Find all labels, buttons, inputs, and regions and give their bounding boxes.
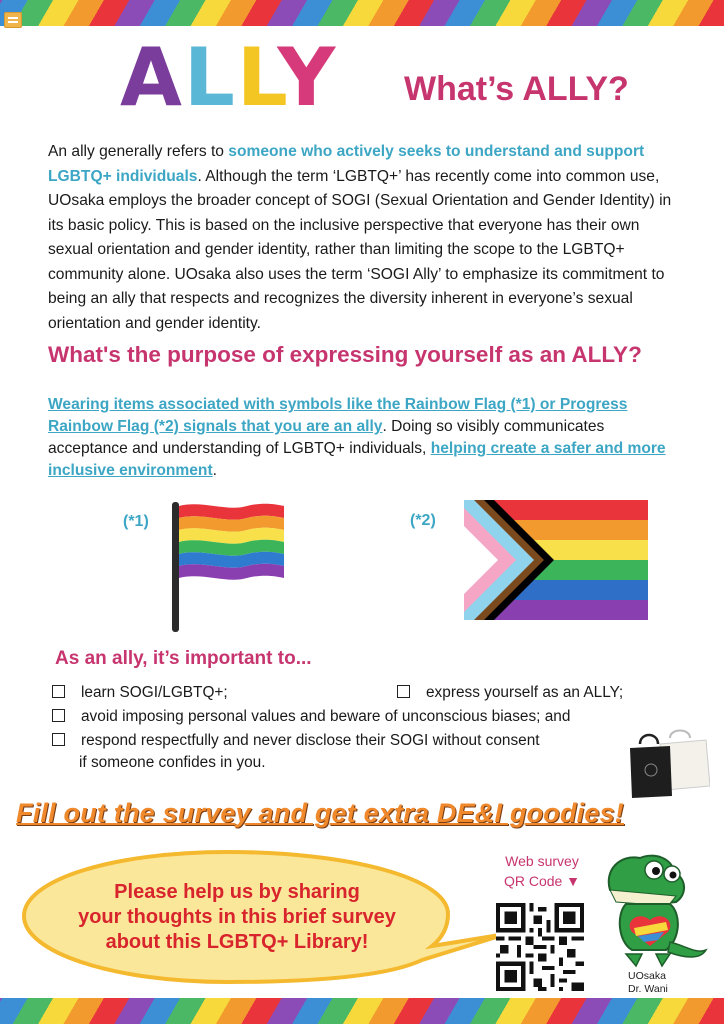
purpose-heading: What's the purpose of expressing yourself as an ALLY? bbox=[48, 342, 642, 367]
comment-icon[interactable] bbox=[4, 12, 22, 28]
rainbow-flag-label: (*1) bbox=[123, 513, 149, 530]
checklist-item[interactable] bbox=[52, 707, 570, 727]
purpose-link-environment[interactable]: helping create a safer and more inclusive environment bbox=[48, 440, 666, 479]
web-survey-text: Web survey bbox=[505, 853, 579, 869]
qr-code-text: QR Code ▼ bbox=[503, 873, 581, 889]
checklist-label: avoid imposing personal values and beware of unconscious biases; and bbox=[81, 708, 571, 725]
web-survey-label bbox=[494, 851, 590, 891]
checklist-item[interactable] bbox=[52, 683, 228, 703]
page-title: What’s ALLY? bbox=[404, 70, 629, 108]
survey-request-line: Please help us by sharing bbox=[114, 881, 360, 903]
progress-flag-icon bbox=[464, 500, 648, 620]
checklist-item[interactable] bbox=[52, 731, 540, 751]
survey-request bbox=[32, 880, 442, 955]
purpose-text-end: . bbox=[212, 462, 217, 479]
purpose-paragraph bbox=[48, 394, 688, 482]
mascot-caption-line: UOsaka bbox=[628, 970, 666, 982]
logo-letter: A bbox=[120, 31, 184, 124]
checklist-label: express yourself as an ALLY; bbox=[426, 684, 624, 701]
checklist-label: learn SOGI/LGBTQ+; bbox=[81, 684, 228, 701]
checklist-continuation: if someone confides in you. bbox=[79, 754, 266, 771]
logo-letter: L bbox=[183, 31, 237, 124]
rainbow-stripe-top bbox=[0, 0, 724, 26]
purpose-text: . Doing so visibly communicates acceptance and understanding of LGBTQ+ individuals, bbox=[48, 418, 605, 457]
intro-highlight: someone who actively seeks to understand and support LGBTQ+ individuals bbox=[48, 143, 645, 185]
checkbox-icon[interactable] bbox=[52, 733, 65, 746]
ally-logo bbox=[120, 31, 338, 124]
survey-request-line: about this LGBTQ+ Library! bbox=[105, 931, 369, 953]
important-heading: As an ally, it’s important to... bbox=[55, 648, 312, 669]
intro-text: An ally generally refers to bbox=[48, 143, 229, 160]
rainbow-flag-icon bbox=[172, 500, 287, 632]
dr-wani-mascot-icon bbox=[596, 850, 708, 970]
checkbox-icon[interactable] bbox=[52, 685, 65, 698]
qr-code-icon[interactable] bbox=[496, 903, 584, 991]
intro-paragraph bbox=[48, 140, 684, 336]
progress-flag-label: (*2) bbox=[410, 512, 436, 529]
checkbox-icon[interactable] bbox=[397, 685, 410, 698]
survey-banner: Fill out the survey and get extra DE&I goodies! bbox=[16, 798, 625, 828]
checklist-item[interactable] bbox=[397, 683, 623, 703]
intro-text-rest: . Although the term ‘LGBTQ+’ has recently come into common use, UOsaka employs the broader concept of SOGI (Sexual Orientation and Gender Identity) in its basic policy. This is based on the inclusive perspective that everyone has their own sexual orientation and gender identity, rather than limiting the scope to the LGBTQ+ community alone. UOsaka also uses the term ‘SOGI Ally’ to emphasize its commitment to being an ally that respects and recognizes the diversity inherent in everyone’s sexual orientation and gender identity. bbox=[48, 167, 672, 332]
checklist-label: respond respectfully and never disclose their SOGI without consent bbox=[81, 732, 540, 749]
logo-letter: Y bbox=[277, 31, 338, 124]
survey-request-line: your thoughts in this brief survey bbox=[78, 906, 396, 928]
logo-letter: L bbox=[236, 31, 278, 124]
tote-bags-icon bbox=[626, 728, 710, 800]
mascot-caption bbox=[628, 970, 668, 996]
rainbow-stripe-bottom bbox=[0, 998, 724, 1024]
purpose-link-symbols[interactable]: Wearing items associated with symbols like the Rainbow Flag (*1) or Progress Rainbow Flag (*2) signals that you are an ally bbox=[48, 396, 628, 435]
mascot-caption-line: Dr. Wani bbox=[628, 983, 668, 995]
checkbox-icon[interactable] bbox=[52, 709, 65, 722]
